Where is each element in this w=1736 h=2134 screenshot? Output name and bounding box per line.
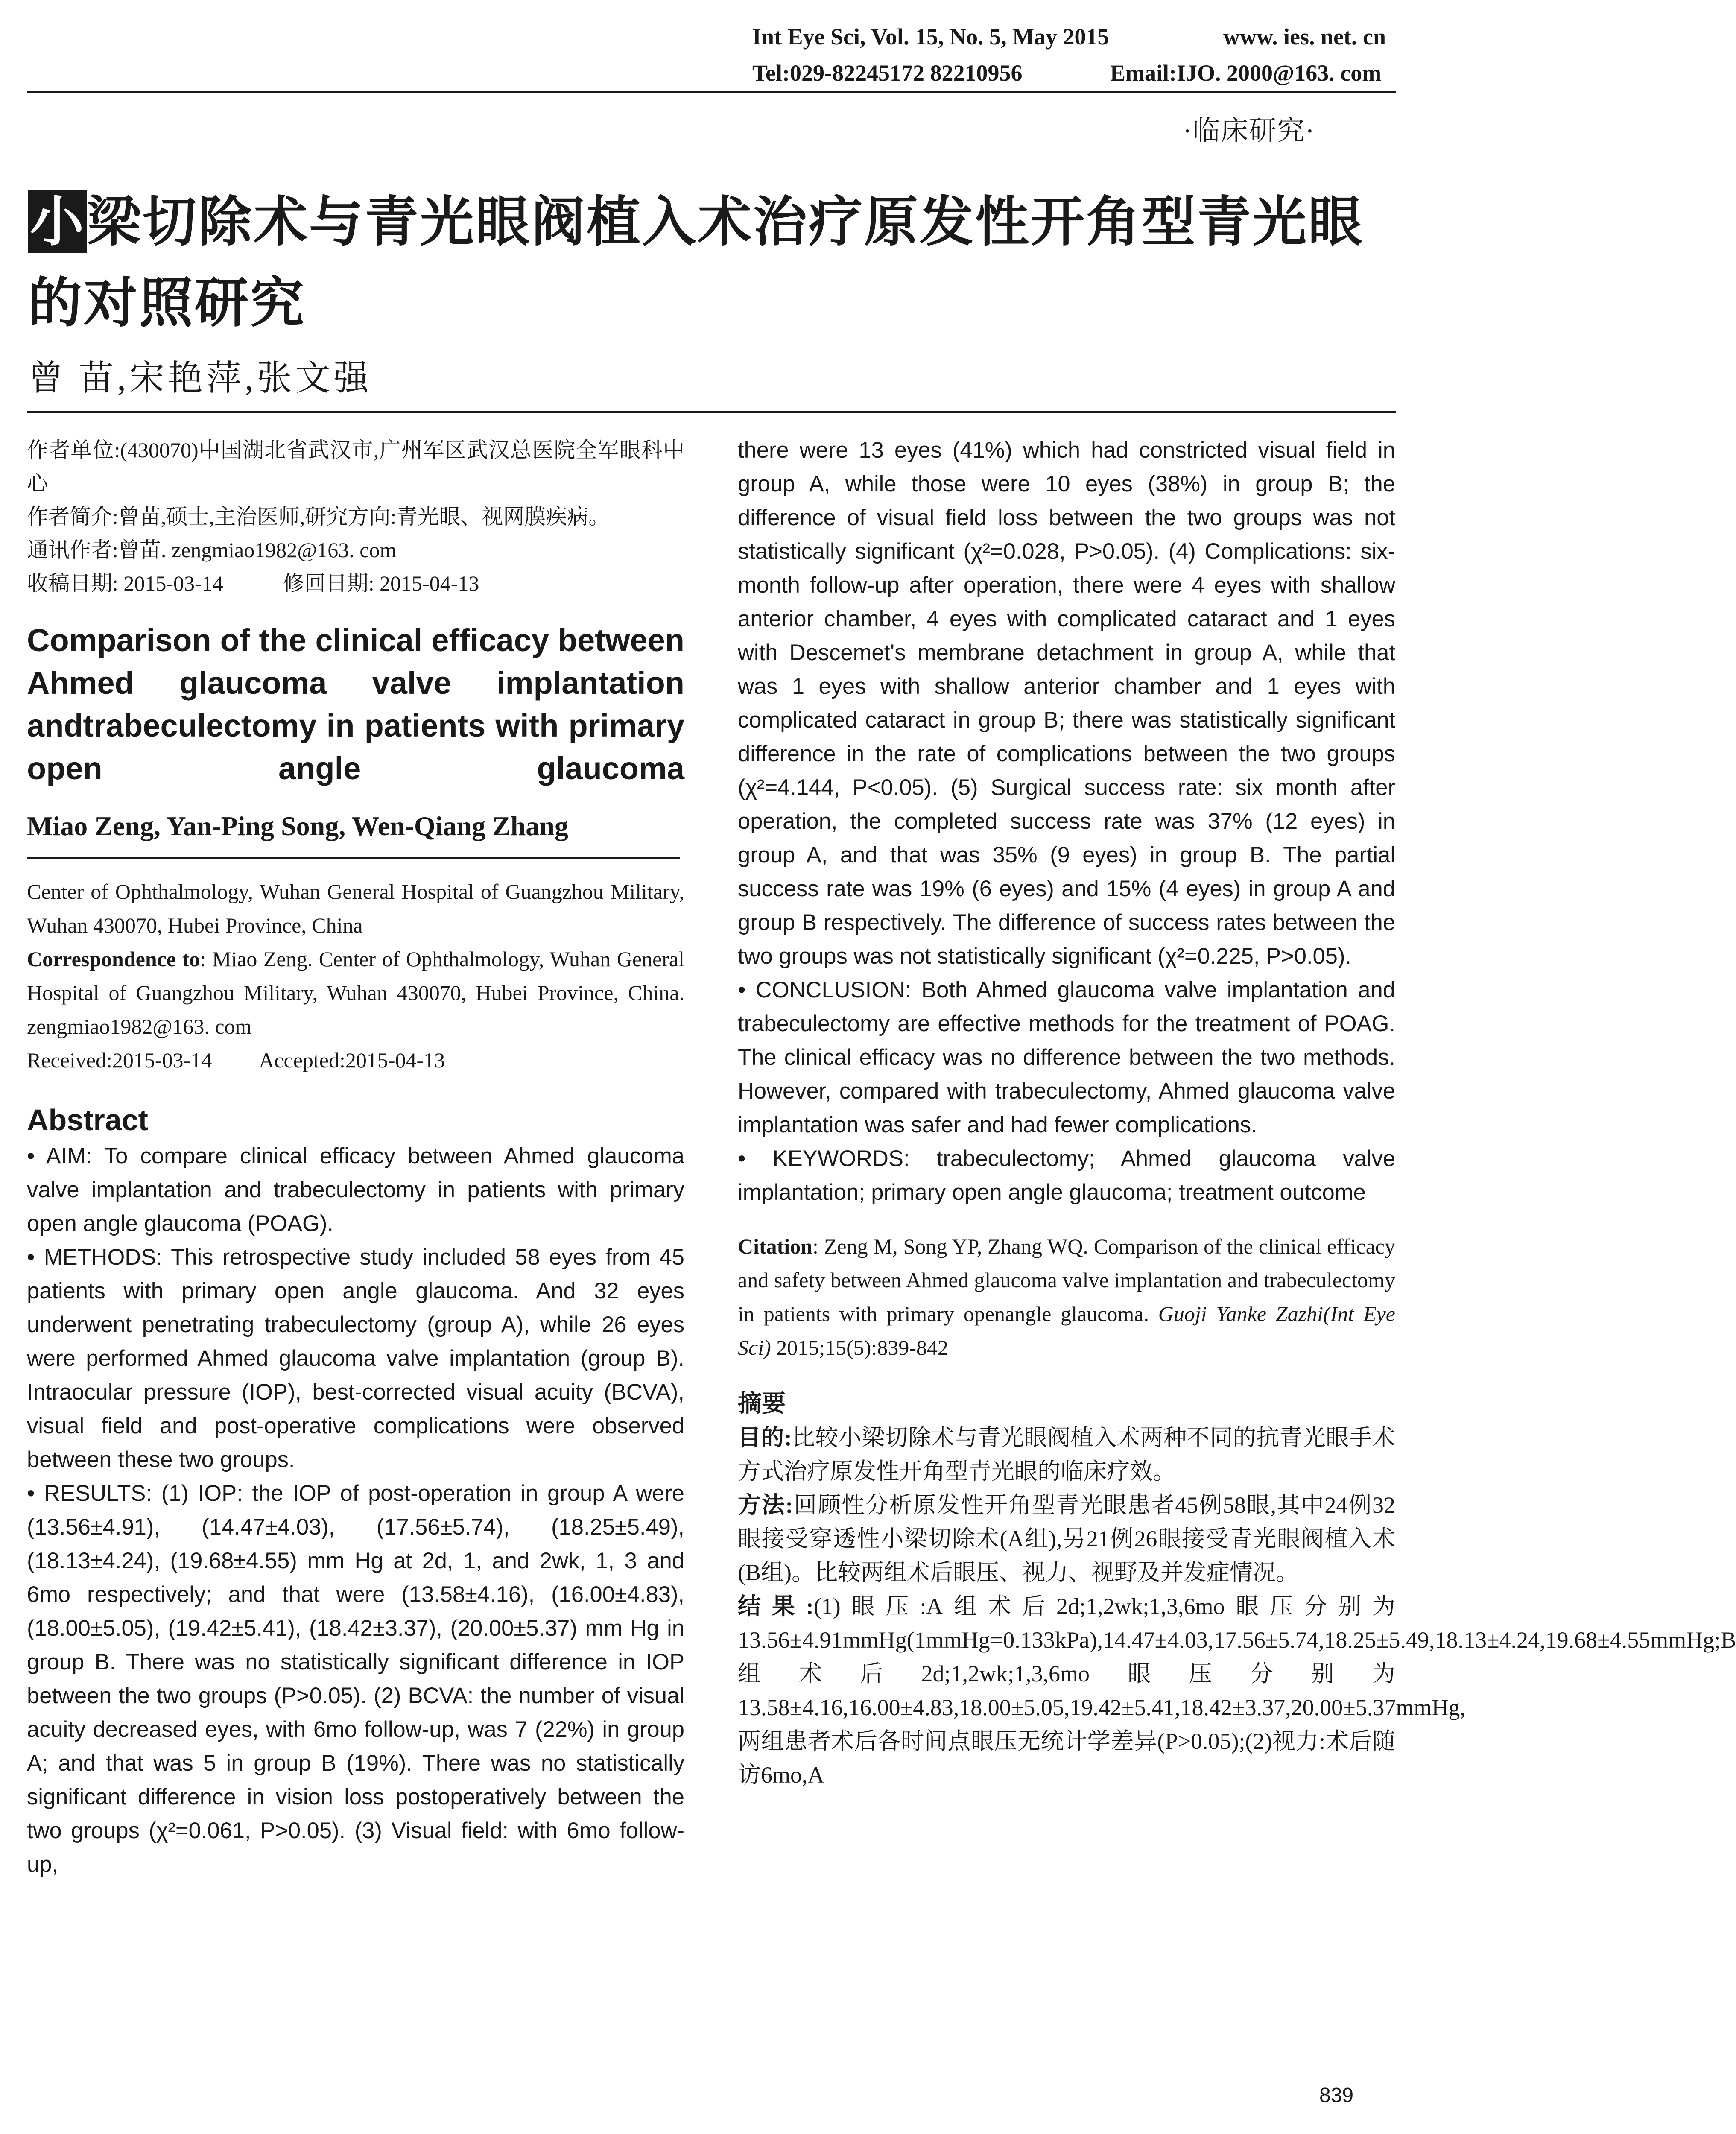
cn-revised-date: 修回日期: 2015-04-13: [283, 571, 479, 595]
title-rule: [27, 411, 1396, 413]
citation-journal: Guoji Yanke Zazhi(Int Eye Sci): [738, 1302, 1395, 1359]
cn-correspondent: 通讯作者:曾苗. zengmiao1982@163. com: [27, 538, 397, 562]
left-column: [27, 433, 684, 1881]
citation-label: Citation: [738, 1234, 812, 1258]
citation-tail: 2015;15(5):839-842: [776, 1336, 948, 1359]
chinese-title-rest: 梁切除术与青光眼阀植入术治疗原发性开角型青光眼的对照研究: [28, 190, 1364, 334]
cn-abstract-methods: [738, 1488, 1395, 1590]
citation: [738, 1230, 1395, 1365]
cn-affiliation: 作者单位:(430070)中国湖北省武汉市,广州军区武汉总医院全军眼科中心: [27, 438, 684, 495]
section-tag: ·临床研究·: [1183, 116, 1315, 146]
running-header-journal: Int Eye Sci, Vol. 15, No. 5, May 2015: [752, 24, 1109, 50]
english-authors: Miao Zeng, Yan-Ping Song, Wen-Qiang Zhang: [27, 811, 568, 841]
page-number: 839: [1319, 2084, 1354, 2107]
cn-results-text: (1)眼压:A组术后2d;1,2wk;1,3,6mo眼压分别为13.56±4.91mmHg(1mmHg=0.133kPa),14.47±4.03,17.56±5.74,18.25±5.49,18.13±4.24,19.68±4.55mmHg;B组术后2d;1,2wk;1,3,6mo眼压分别为13.58±4.16,16.00±4.83,18.00±5.05,19.42±5.41,18.42±3.37,20.00±5.37mmHg,两组患者术后各时间点眼压无统计学差异(P>0.05);(2)视力:术后随访6mo,A: [738, 1593, 1736, 1788]
cn-methods-label: 方法:: [738, 1492, 793, 1518]
cn-methods-text: 回顾性分析原发性开角型青光眼患者45例58眼,其中24例32眼接受穿透性小梁切除术(A组),另21例26眼接受青光眼阀植入术(B组)。比较两组术后眼压、视力、视野及并发症情况。: [738, 1492, 1395, 1585]
abstract-conclusion: • CONCLUSION: Both Ahmed glaucoma valve implantation and trabeculectomy are effective methods for the treatment of POAG. The clinical efficacy was no difference between the two methods. However, compared with trabeculectomy, Ahmed glaucoma valve implantation was safer and had fewer complications.: [738, 977, 1395, 1137]
correspondence-label: Correspondence to: [27, 947, 200, 971]
cn-dates: [27, 567, 684, 600]
correspondence-text: : Miao Zeng. Center of Ophthalmology, Wuhan General Hospital of Guangzhou Military, Wuhan 430070, Hubei Province, China. zengmiao1982@163. com: [27, 947, 684, 1038]
en-accepted-date: Accepted:2015-04-13: [259, 1048, 445, 1072]
abstract-keywords: • KEYWORDS: trabeculectomy; Ahmed glaucoma valve implantation; primary open angle glaucoma; treatment outcome: [738, 1146, 1395, 1205]
citation-text: : Zeng M, Song YP, Zhang WQ. Comparison of the clinical efficacy and safety between Ahmed glaucoma valve implantation and trabeculectomy in patients with primary openangle glaucoma.: [738, 1234, 1395, 1326]
cn-aim-text: 比较小梁切除术与青光眼阀植入术两种不同的抗青光眼手术方式治疗原发性开角型青光眼的临床疗效。: [738, 1425, 1396, 1484]
running-header-tel: Tel:029-82245172 82210956: [752, 60, 1023, 86]
chinese-title: [28, 181, 1394, 344]
cn-received-date: 收稿日期: 2015-03-14: [27, 571, 223, 595]
chinese-title-first-char: 小: [28, 190, 87, 253]
right-column: [738, 433, 1736, 1792]
abstract-aim: • AIM: To compare clinical efficacy between Ahmed glaucoma valve implantation and trabeculectomy in patients with primary open angle glaucoma (POAG).: [27, 1143, 684, 1236]
running-header-website: www. ies. net. cn: [1223, 24, 1386, 50]
cn-results-label: 结果:: [738, 1593, 814, 1619]
cn-author-bio: 作者简介:曾苗,硕士,主治医师,研究方向:青光眼、视网膜疾病。: [27, 505, 610, 529]
header-rule: [27, 91, 1396, 93]
chinese-authors: 曾 苗,宋艳萍,张文强: [28, 359, 372, 398]
running-header-email: Email:IJO. 2000@163. com: [1110, 60, 1382, 86]
abstract-results-part1: • RESULTS: (1) IOP: the IOP of post-operation in group A were (13.56±4.91), (14.47±4.03), (17.56±5.74), (18.25±5.49), (18.13±4.24), (19.68±4.55) mm Hg at 2d, 1, and 2wk, 1, 3 and 6mo respectively; and that were (13.58±4.16), (16.00±4.83), (18.00±5.05), (19.42±5.41), (18.42±3.37), (20.00±5.37) mm Hg in group B. There was no statistically significant difference in IOP between the two groups (P>0.05). (2) BCVA: the number of visual acuity decreased eyes, with 6mo follow-up, was 7 (22%) in group A; and that was 5 in group B (19%). There was no statistically significant difference in vision loss postoperatively between the two groups (χ²=0.061, P>0.05). (3) Visual field: with 6mo follow-up,: [27, 1481, 684, 1877]
abstract-results-part2: there were 13 eyes (41%) which had constricted visual field in group A, while those were 10 eyes (38%) in group B; the difference of visual field loss between the two groups was not statistically significant (χ²=0.028, P>0.05). (4) Complications: six-month follow-up after operation, there were 4 eyes with shallow anterior chamber, 4 eyes with complicated cataract and 1 eyes with Descemet's membrane detachment in group A, while that was 1 eyes with shallow anterior chamber and 1 eyes with complicated cataract in group B; there was statistically significant difference in the rate of complications between the two groups (χ²=4.144, P<0.05). (5) Surgical success rate: six month after operation, the completed success rate was 37% (12 eyes) in group A, and that was 35% (9 eyes) in group B. The partial success rate was 19% (6 eyes) and 15% (4 eyes) in group A and group B respectively. The difference of success rates between the two groups was not statistically significant (χ²=0.225, P>0.05).: [738, 438, 1395, 969]
en-dates: [27, 1044, 684, 1077]
cn-abstract-results: [738, 1590, 1736, 1792]
abstract-heading: Abstract: [27, 1103, 148, 1137]
en-affiliation: Center of Ophthalmology, Wuhan General Hospital of Guangzhou Military, Wuhan 430070, Hubei Province, China: [27, 880, 684, 937]
en-correspondence: [27, 942, 684, 1044]
english-title: Comparison of the clinical efficacy between Ahmed glaucoma valve implantation andtrabeculectomy in patients with primary open angle glaucoma: [27, 623, 684, 786]
abstract-methods: • METHODS: This retrospective study included 58 eyes from 45 patients with primary open angle glaucoma. And 32 eyes underwent penetrating trabeculectomy (group A), while 26 eyes were performed Ahmed glaucoma valve implantation (group B). Intraocular pressure (IOP), best-corrected visual acuity (BCVA), visual field and post-operative complications were observed between these two groups.: [27, 1245, 684, 1472]
cn-aim-label: 目的:: [738, 1425, 792, 1450]
en-received-date: Received:2015-03-14: [27, 1048, 212, 1072]
cn-abstract-heading: 摘要: [738, 1391, 786, 1417]
cn-abstract-aim: [738, 1421, 1395, 1488]
